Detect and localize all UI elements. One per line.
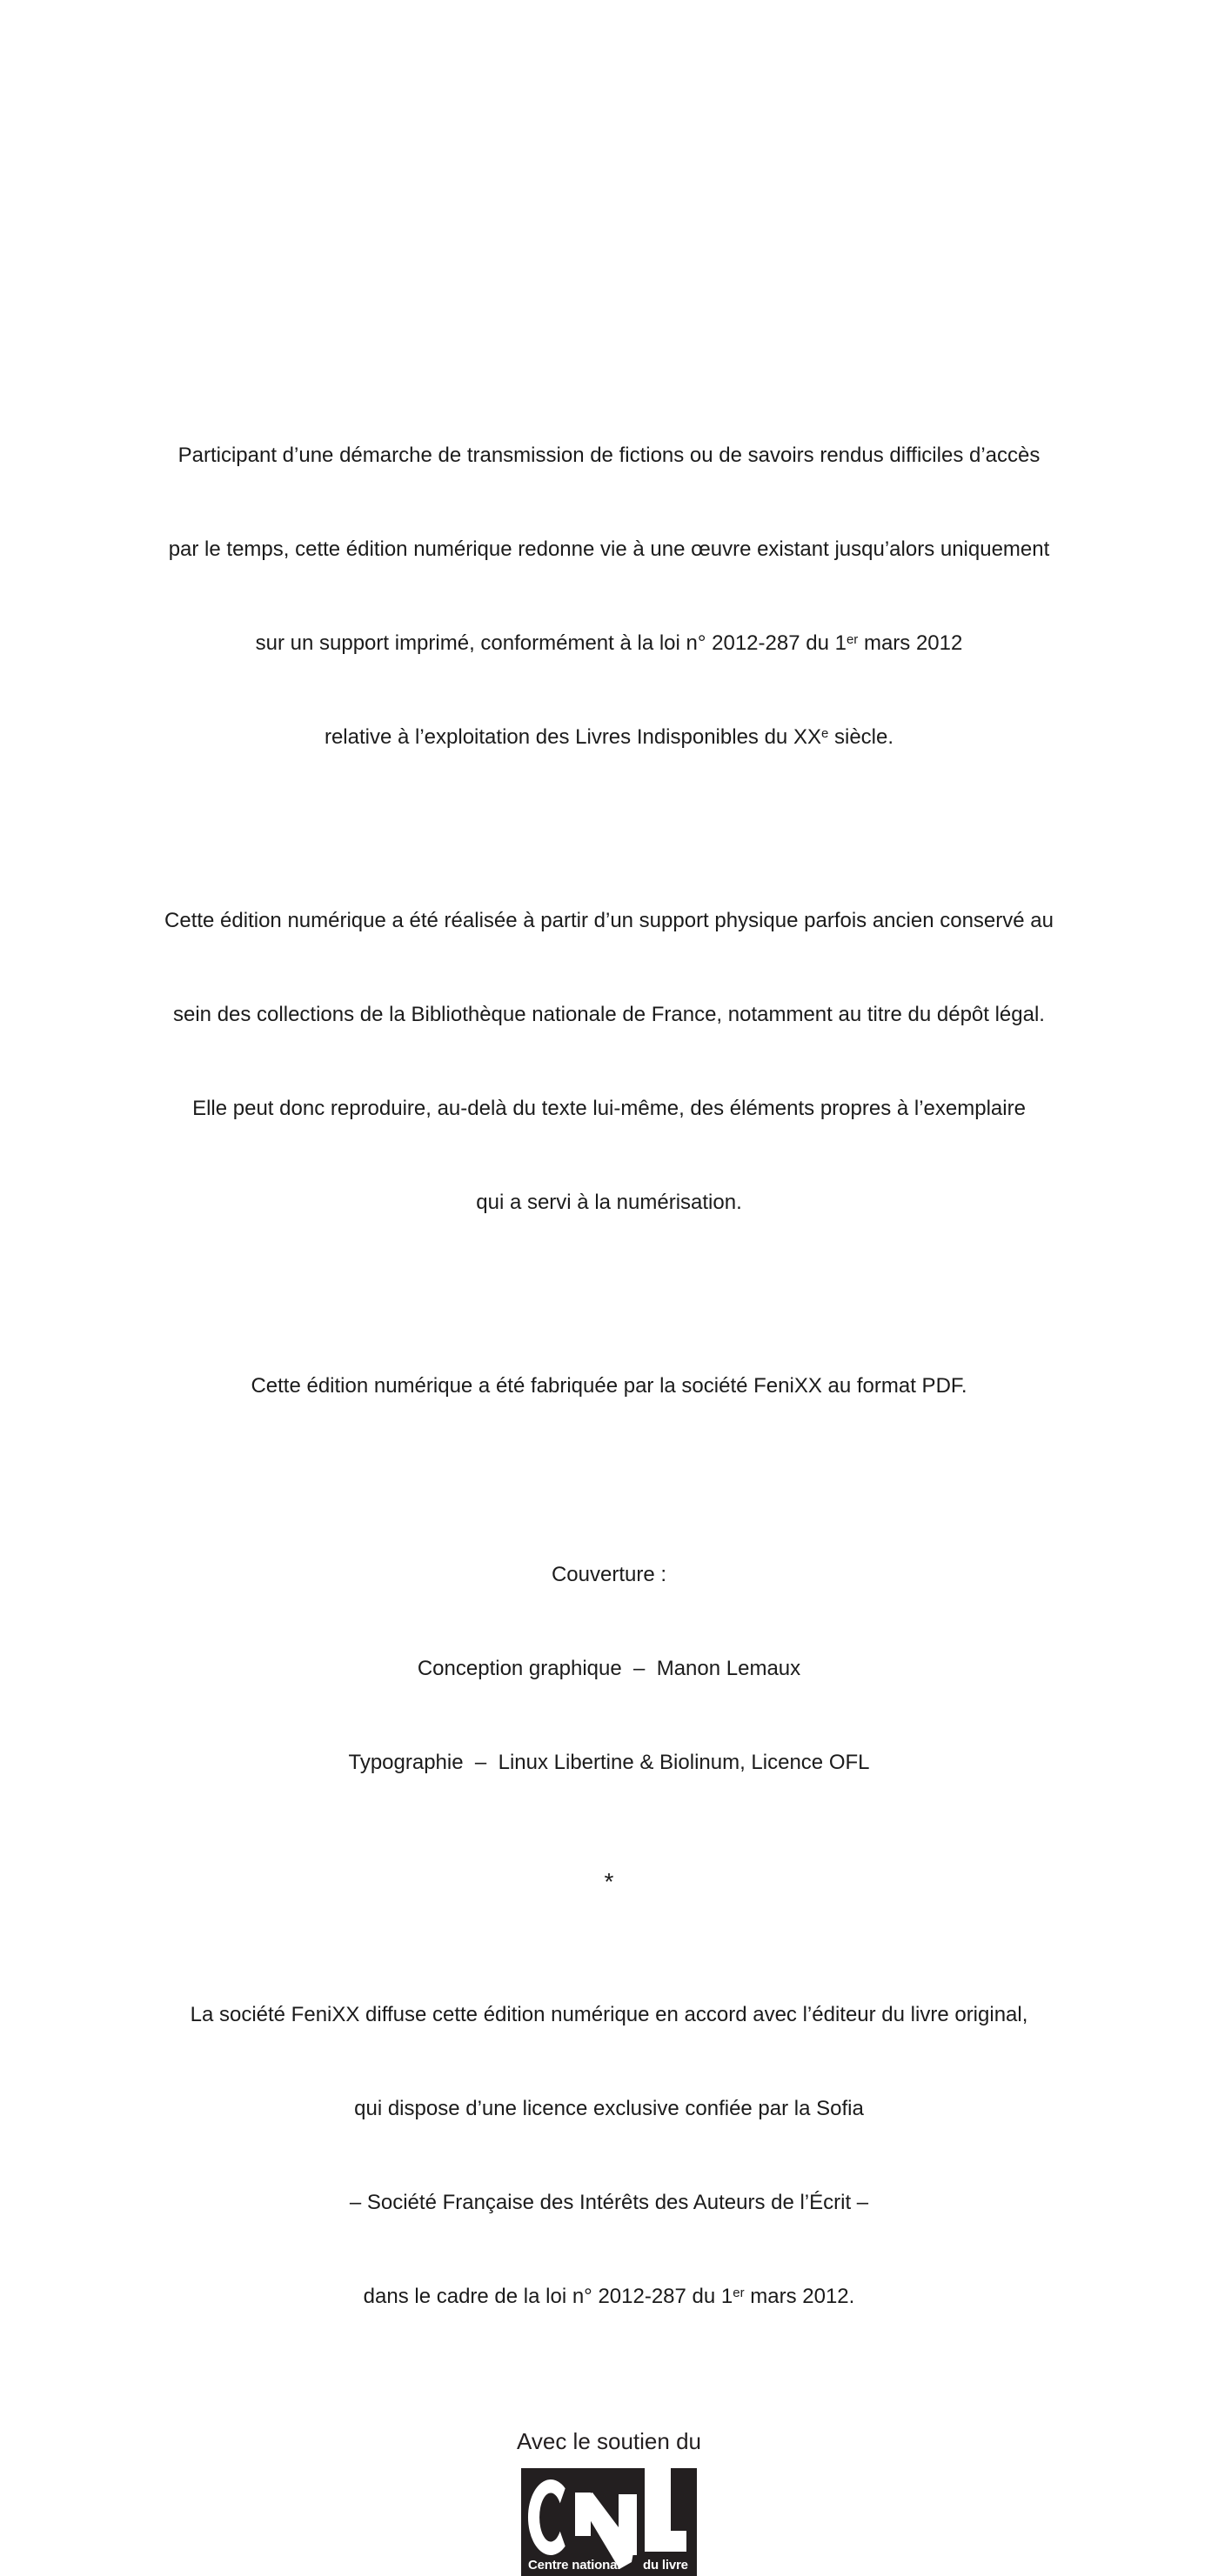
text-segment: Participant d’une démarche de transmission de fictions ou de savoirs rendus difficiles d’accès <box>177 444 1041 467</box>
text-line <box>0 2187 1218 2219</box>
text-line <box>0 2281 1218 2312</box>
superscript-ordinal: er <box>846 632 859 648</box>
text-line <box>0 999 1218 1031</box>
text-segment: dans le cadre de la loi n° 2012-287 du 1 <box>363 2285 733 2308</box>
text-segment: – Société Française des Intérêts des Auteurs de l’Écrit – <box>349 2191 869 2214</box>
text-segment: Elle peut donc reproduire, au-delà du texte lui-même, des éléments propres à l’exemplaire <box>192 1097 1026 1120</box>
cnl-caption-left: Centre national <box>528 2558 621 2573</box>
paragraph-source <box>0 843 1218 1281</box>
text-line <box>0 722 1218 753</box>
text-segment: Cette édition numérique a été réalisée à partir d’un support physique parfois ancien conservé au <box>164 909 1054 932</box>
text-segment: La société FeniXX diffuse cette édition numérique en accord avec l’éditeur du livre original, <box>190 2003 1028 2026</box>
text-segment: Typographie – Linux Libertine & Biolinum, Licence OFL <box>348 1751 870 1774</box>
cover-credits-typography <box>0 1747 1218 1779</box>
text-line <box>0 440 1218 471</box>
cnl-letter-n-right-stem <box>619 2494 637 2555</box>
paragraph-distribution <box>0 1937 1218 2375</box>
cover-credits <box>0 1497 1218 1841</box>
text-line <box>0 1187 1218 1218</box>
text-line <box>0 1999 1218 2031</box>
text-line <box>0 534 1218 565</box>
text-segment: mars 2012 <box>858 631 963 655</box>
cnl-logo <box>0 2463 1218 2576</box>
text-segment: par le temps, cette édition numérique redonne vie à une œuvre existant jusqu’alors uniquement <box>168 537 1050 561</box>
text-segment: mars 2012. <box>744 2285 855 2308</box>
text-line <box>0 905 1218 937</box>
text-segment: Cette édition numérique a été fabriquée par la société FeniXX au format PDF. <box>251 1374 967 1398</box>
text-segment: relative à l’exploitation des Livres Indisponibles du XX <box>324 725 821 749</box>
cnl-support-text <box>0 2426 1218 2457</box>
text-segment: qui a servi à la numérisation. <box>476 1191 742 1214</box>
paragraph-fabrication <box>0 1308 1218 1465</box>
superscript-ordinal: er <box>733 2286 745 2301</box>
star-separator <box>0 1866 1218 1898</box>
cover-credits-graphic-design <box>0 1653 1218 1685</box>
text-segment: Conception graphique – Manon Lemaux <box>417 1657 801 1680</box>
cnl-logo-graphic <box>521 2463 697 2576</box>
paragraph-transmission <box>0 377 1218 816</box>
text-line <box>0 2093 1218 2125</box>
cover-credits-title <box>0 1559 1218 1591</box>
text-segment: Couverture : <box>551 1563 667 1586</box>
text-segment: sein des collections de la Bibliothèque nationale de France, notamment au titre du dépôt légal. <box>173 1003 1045 1026</box>
text-segment: Avec le soutien du <box>517 2428 701 2454</box>
asterisk-glyph: * <box>604 1868 614 1895</box>
superscript-ordinal: e <box>820 726 829 742</box>
cnl-caption-right: du livre <box>643 2558 688 2573</box>
text-line <box>0 1371 1218 1402</box>
cnl-letter-l-foot <box>645 2531 686 2552</box>
text-line <box>0 1093 1218 1124</box>
text-segment: sur un support imprimé, conformément à la loi n° 2012-287 du 1 <box>255 631 847 655</box>
text-segment: siècle. <box>828 725 894 749</box>
text-segment: qui dispose d’une licence exclusive confiée par la Sofia <box>354 2097 864 2120</box>
text-line <box>0 628 1218 659</box>
